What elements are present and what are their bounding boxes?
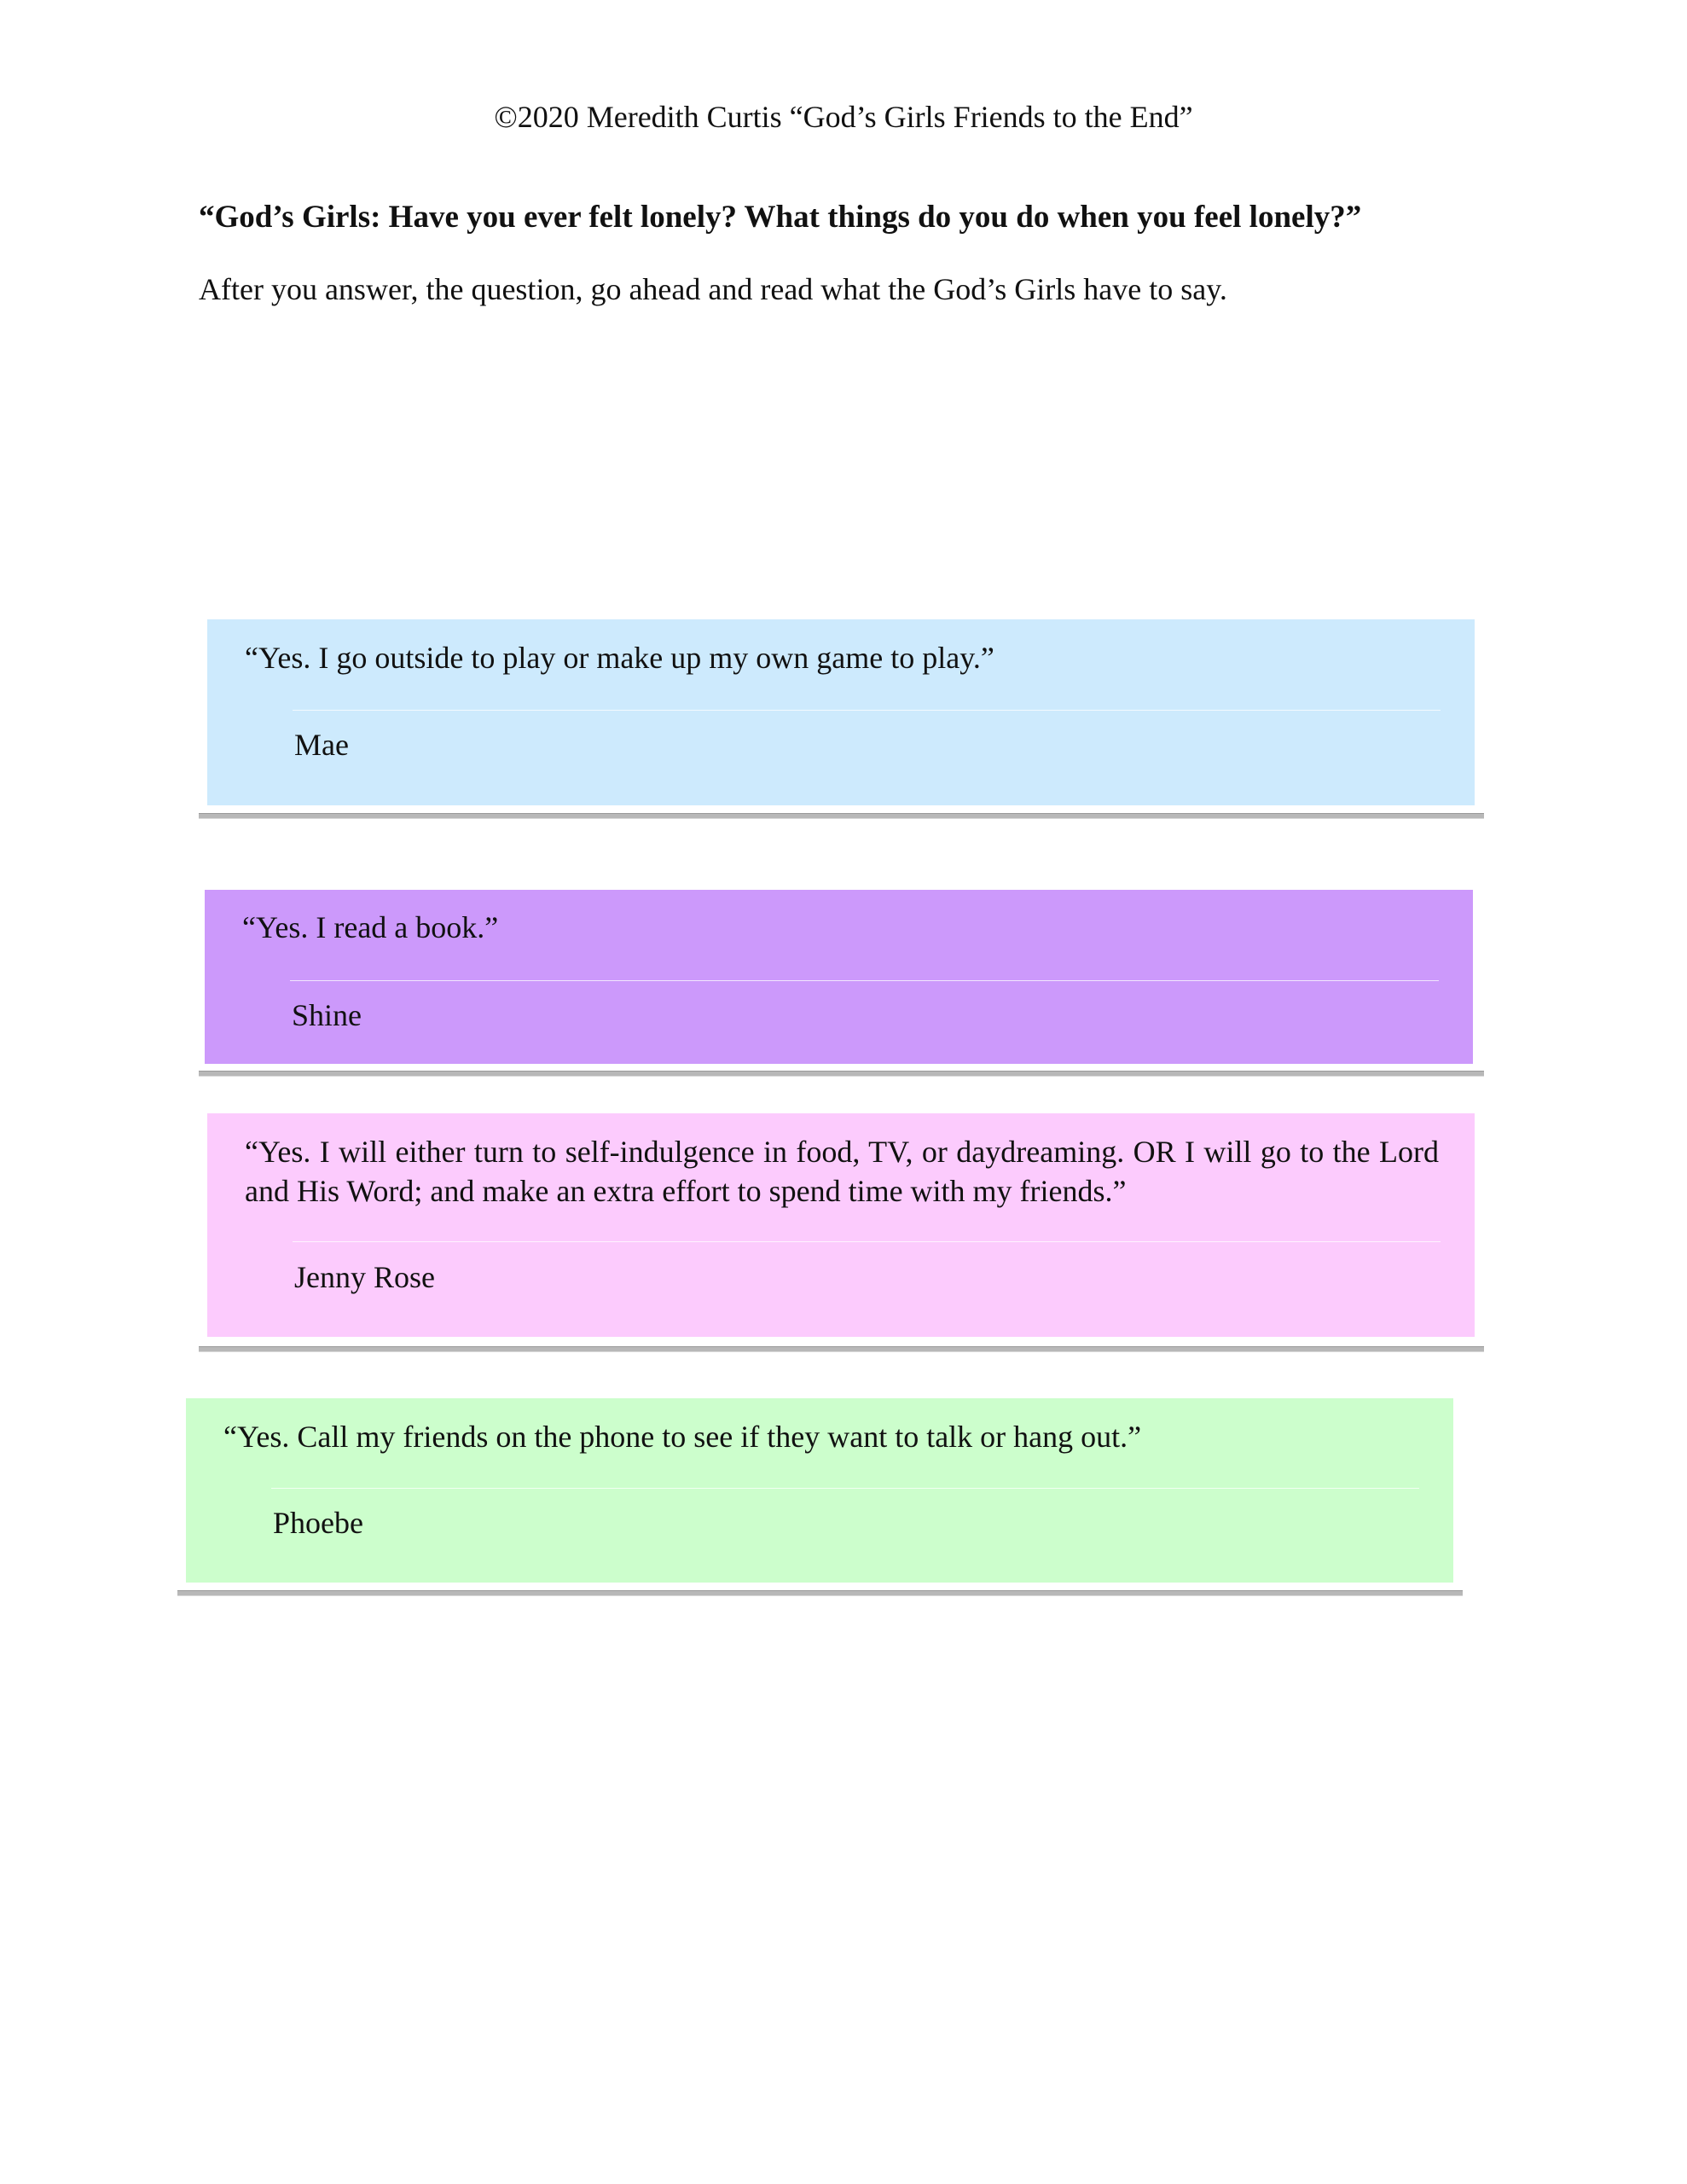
divider bbox=[271, 1488, 1419, 1489]
card-divider-line bbox=[177, 1590, 1463, 1596]
answer-card-shine bbox=[205, 890, 1473, 1064]
divider bbox=[293, 710, 1441, 711]
divider bbox=[290, 980, 1439, 981]
card-divider-line bbox=[199, 1346, 1484, 1352]
answer-quote: “Yes. I go outside to play or make up my own game to play.” bbox=[245, 641, 994, 675]
answer-author: Jenny Rose bbox=[294, 1260, 435, 1294]
answer-card-mae bbox=[207, 619, 1475, 805]
answer-author: Phoebe bbox=[273, 1506, 363, 1540]
page-header: ©2020 Meredith Curtis “God’s Girls Friends to the End” bbox=[494, 100, 1193, 134]
answer-quote: “Yes. Call my friends on the phone to see if they want to talk or hang out.” bbox=[223, 1420, 1142, 1454]
instruction-text: After you answer, the question, go ahead and read what the God’s Girls have to say. bbox=[199, 272, 1227, 306]
answer-author: Shine bbox=[292, 998, 362, 1032]
answer-quote: “Yes. I read a book.” bbox=[242, 910, 499, 944]
card-divider-line bbox=[199, 1071, 1484, 1077]
divider bbox=[293, 1241, 1441, 1242]
answer-author: Mae bbox=[294, 728, 349, 762]
question-heading: “God’s Girls: Have you ever felt lonely? What things do you do when you feel lonely?” bbox=[199, 200, 1362, 235]
answer-card-jenny-rose bbox=[207, 1113, 1475, 1337]
answer-quote: “Yes. I will either turn to self-indulgence in food, TV, or daydreaming. OR I will go to the Lord and His Word; and make an extra effort to spend time with my friends.” bbox=[245, 1135, 1439, 1208]
answer-card-phoebe bbox=[186, 1398, 1453, 1583]
card-divider-line bbox=[199, 813, 1484, 819]
